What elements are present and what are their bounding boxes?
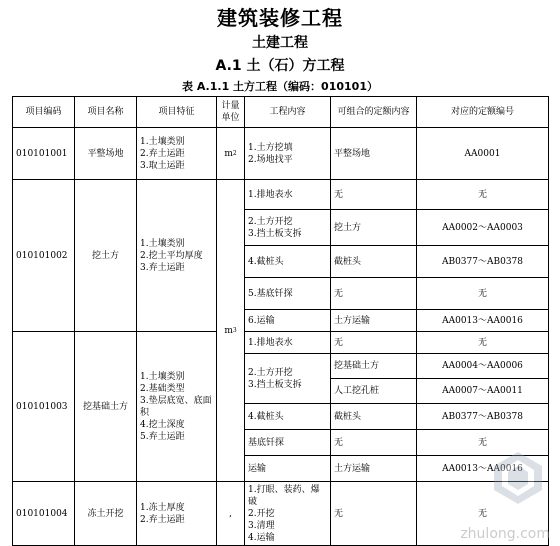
combo-content: 无 <box>331 482 417 546</box>
table-caption: 表 A.1.1 土方工程（编码：010101） <box>182 80 378 93</box>
quota-number: 无 <box>417 180 549 210</box>
item-code: 010101002 <box>13 180 75 332</box>
item-content: 1.打眼、装药、爆破 2.开挖 3.清理 4.运输 <box>245 482 331 546</box>
quota-number: 无 <box>417 482 549 546</box>
combo-content: 平整场地 <box>331 128 417 180</box>
item-name: 挖基础土方 <box>75 332 137 482</box>
item-name: 冻土开挖 <box>75 482 137 546</box>
table-row <box>13 332 549 354</box>
item-features: 1.土壤类别 2.基础类型 3.垫层底宽、底面积 4.挖土深度 5.弃土运距 <box>137 332 217 482</box>
col-header-features: 项目特征 <box>137 97 217 128</box>
col-header-name: 项目名称 <box>75 97 137 128</box>
quota-number: 无 <box>417 278 549 310</box>
item-code: 010101003 <box>13 332 75 482</box>
combo-content: 无 <box>331 278 417 310</box>
item-name: 挖土方 <box>75 180 137 332</box>
item-content: 1.排地表水 <box>245 180 331 210</box>
combo-content: 无 <box>331 430 417 456</box>
quota-number: AA0013～AA0016 <box>417 310 549 332</box>
item-content: 4.截桩头 <box>245 246 331 278</box>
combo-content: 挖基础土方 人工挖孔桩 <box>331 354 417 404</box>
combo-content: 挖土方 <box>331 210 417 246</box>
quota-number: AA0001 <box>417 128 549 180</box>
item-code: 010101001 <box>13 128 75 180</box>
quota-number: 无 <box>417 332 549 354</box>
combo-content: 截桩头 <box>331 404 417 430</box>
page-subtitle: 土建工程 <box>252 35 308 51</box>
item-content: 1.排地表水 <box>245 332 331 354</box>
watermark-text: zhulong.com <box>460 526 550 542</box>
item-code: 010101004 <box>13 482 75 546</box>
combo-content: 土方运输 <box>331 310 417 332</box>
col-header-combo: 可组合的定额内容 <box>331 97 417 128</box>
quota-number: AA0013～AA0016 <box>417 456 549 482</box>
item-features: 1.土壤类别 2.弃土运距 3.取土运距 <box>137 128 217 180</box>
quota-number: AB0377～AB0378 <box>417 404 549 430</box>
page-title: 建筑装修工程 <box>217 6 343 30</box>
item-content: 基底钎探 <box>245 430 331 456</box>
item-features: 1.土壤类别 2.挖土平均厚度 3.弃土运距 <box>137 180 217 332</box>
quota-number: AA0002～AA0003 <box>417 210 549 246</box>
combo-content: 无 <box>331 180 417 210</box>
quota-table <box>12 96 549 546</box>
item-content: 2.土方开挖 3.挡土板支拆 <box>245 354 331 404</box>
item-content: 4.截桩头 <box>245 404 331 430</box>
section-title: A.1 土（石）方工程 <box>215 58 345 74</box>
item-name: 平整场地 <box>75 128 137 180</box>
item-unit: $m^3$ <box>217 180 245 482</box>
col-header-code: 项目编码 <box>13 97 75 128</box>
combo-content: 截桩头 <box>331 246 417 278</box>
item-content: 5.基底钎探 <box>245 278 331 310</box>
table-row <box>13 180 549 210</box>
table-header-row <box>13 97 549 128</box>
item-unit: $m^2$ <box>217 128 245 180</box>
quota-number: AB0377～AB0378 <box>417 246 549 278</box>
item-content: 6.运输 <box>245 310 331 332</box>
item-content: 1.土方挖填 2.场地找平 <box>245 128 331 180</box>
item-content: 运输 <box>245 456 331 482</box>
table-row <box>13 128 549 180</box>
watermark-logo-icon <box>490 450 546 506</box>
combo-content: 无 <box>331 332 417 354</box>
item-features: 1.冻土厚度 2.弃土运距 <box>137 482 217 546</box>
col-header-content: 工程内容 <box>245 97 331 128</box>
col-header-unit: 计量单位 <box>217 97 245 128</box>
quota-number: 无 <box>417 430 549 456</box>
col-header-quota: 对应的定额编号 <box>417 97 549 128</box>
item-unit: , <box>217 482 245 546</box>
quota-number: AA0004～AA0006 AA0007～AA0011 <box>417 354 549 404</box>
combo-content: 土方运输 <box>331 456 417 482</box>
item-content: 2.土方开挖 3.挡土板支拆 <box>245 210 331 246</box>
